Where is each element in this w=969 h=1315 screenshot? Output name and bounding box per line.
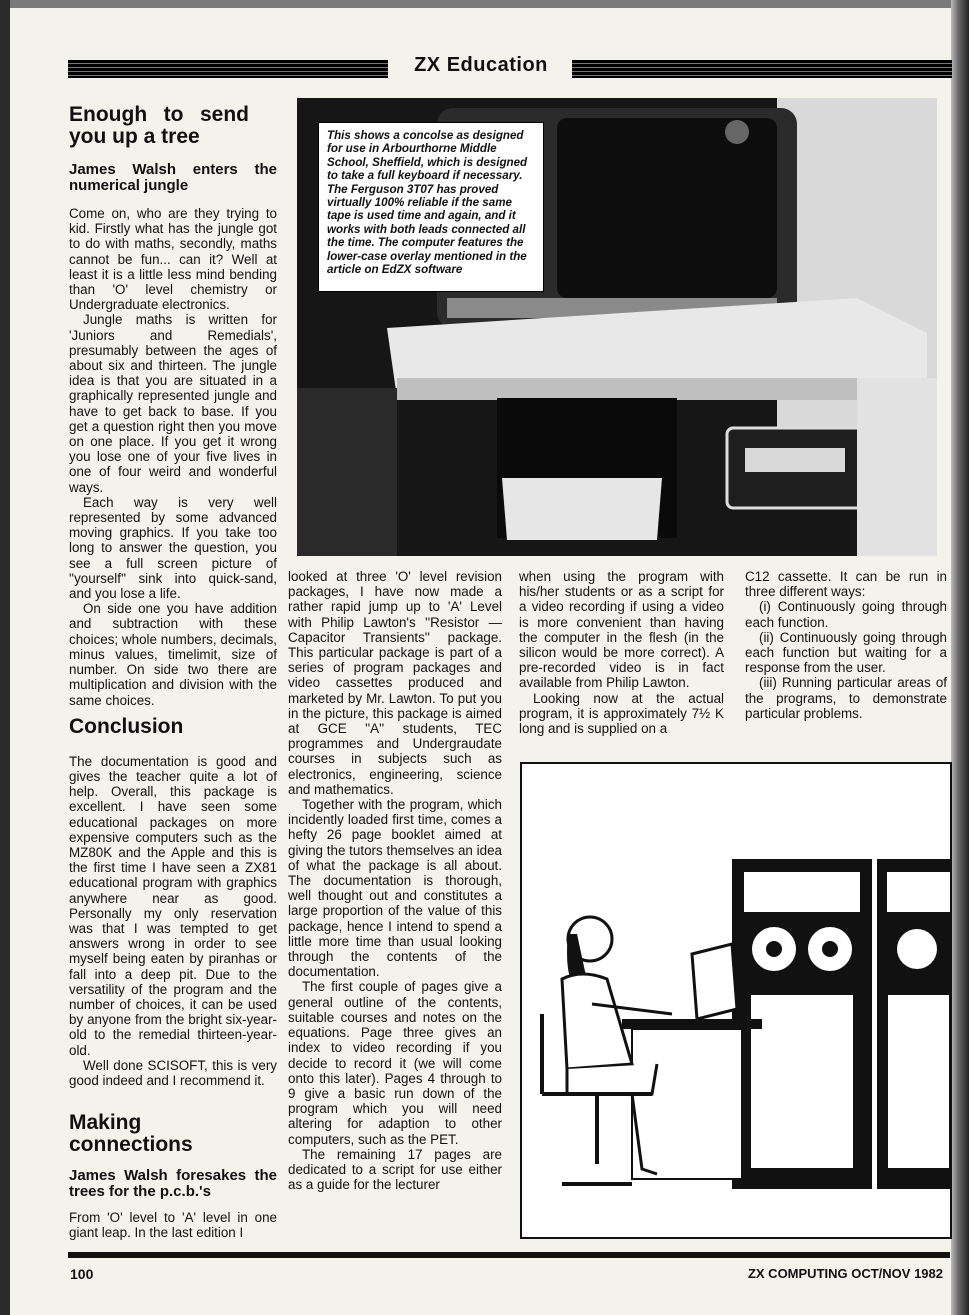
article1-subtitle: James Walsh enters the numerical jungle bbox=[69, 161, 277, 194]
article2-paragraph: (iii) Running particular areas of the programs, to demonstrate particular problems. bbox=[745, 675, 947, 721]
scan-edge-top bbox=[0, 0, 969, 8]
article2-paragraph: Together with the program, which incidently loaded first time, comes a hefty 26 page booklet aimed at giving the tutors themselves an idea of what the package is all about. The documentation is thorough, well thought out and constitutes a large proportion of the value of this package, hence I intend to spend a little more time than usual looking through the contents of the documentation. bbox=[288, 797, 502, 980]
article2-paragraph: The remaining 17 pages are dedicated to a script for use either as a guide for the lecturer bbox=[288, 1146, 502, 1193]
article1-paragraph: On side one you have addition and subtraction with these choices; whole numbers, decimals, minus values, timelimit, size of number. On side two there are multiplication and division with the same choices. bbox=[69, 601, 277, 708]
operator-drawing bbox=[522, 764, 950, 1237]
article2-column-2 bbox=[288, 569, 502, 1192]
conclusion-paragraph: Well done SCISOFT, this is very good indeed and I recommend it. bbox=[69, 1057, 277, 1088]
article2-paragraph: (i) Continuously going through each function. bbox=[745, 599, 947, 630]
article1-paragraph: Each way is very well represented by some advanced moving graphics. If you take too long to answer the question, you see a full screen picture of ''yourself'' sink into quick-sand, and you lose a life. bbox=[69, 494, 277, 602]
header-rule-left bbox=[68, 60, 388, 78]
article1-paragraph: Come on, who are they trying to kid. Firstly what has the jungle got to do with maths, secondly, maths cannot be fun... can it? Well at least it is a little less mind bending than 'O' level chemistry or Undergraduate electronics. bbox=[69, 206, 277, 313]
section-title: ZX Education bbox=[414, 54, 548, 76]
conclusion-paragraph: The documentation is good and gives the teacher quite a lot of help. Overall, this package is excellent. I have seen some educational packages on more expensive computers such as the MZ80K and the Apple and this is the first time I have seen a ZX81 educational program with graphics anywhere near as good. Personally my only reservation was that I was tempted to get answers wrong in order to see myself being eaten by piranhas or fall into a deep pit. Due to the versatility of the program and the number of choices, it can be used by anyone from the bright six-year-old to the remedial thirteen-year-old. bbox=[69, 753, 277, 1058]
article2-intro: From 'O' level to 'A' level in one giant leap. In the last edition I bbox=[69, 1210, 277, 1241]
article2-subtitle: James Walsh foresakes the trees for the p.c.b.'s bbox=[69, 1167, 277, 1201]
article2-paragraph: looked at three 'O' level revision packages, I have now made a rather rapid jump up to 'A' Level with Philip Lawton's ''Resistor — Capacitor Transients'' package. This particular package is part of a series of program packages and video cassettes produced and marketed by Mr. Lawton. To put you in the picture, this package is aimed at GCE ''A'' students, TEC programmes and Undergraudate courses in subjects such as electronics, engineering, science and mathematics. bbox=[288, 569, 502, 797]
computer-operator-illustration bbox=[520, 762, 952, 1239]
conclusion-heading: Conclusion bbox=[69, 714, 184, 738]
article2-paragraph: C12 cassette. It can be run in three different ways: bbox=[745, 569, 947, 600]
article2-paragraph: when using the program with his/her students or as a script for a video recording if using a video is more convenient than having the computer in the flesh (in the silicon would be more correct). A pre-recorded video is in fact available from Philip Lawton. bbox=[519, 569, 724, 691]
article2-title: Making connections bbox=[69, 1111, 193, 1157]
article1-title: Enough to send you up a tree bbox=[69, 103, 249, 148]
footer-rule bbox=[68, 1252, 950, 1258]
magazine-issue: ZX COMPUTING OCT/NOV 1982 bbox=[747, 1266, 943, 1281]
scan-edge-left bbox=[0, 0, 10, 1315]
header-rule-right bbox=[572, 60, 952, 78]
article1-column bbox=[69, 104, 277, 1241]
article2-paragraph: The first couple of pages give a general outline of the contents, suitable courses and notes on the equations. Page three gives an index to video recording if you decide to record it (we will come onto this later). Pages 4 through to 9 give a basic run down of the program which you will need altering for adaption to other computers, such as the PET. bbox=[288, 979, 502, 1147]
article2-paragraph: (ii) Continuously going through each function but waiting for a response from the user. bbox=[745, 629, 947, 676]
article1-paragraph: Jungle maths is written for 'Juniors and Remedials', presumably between the ages of about six and thirteen. The jungle idea is that you are situated in a graphically represented jungle and have to get back to base. If you get a question right then you move on one place. If you get it wrong you lose one of your five lives in one of four weird and wonderful ways. bbox=[69, 312, 277, 495]
photo-caption: This shows a concolse as designed for use in Arbourthorne Middle School, Sheffield, which is designed to take a full keyboard if necessary. The Ferguson 3T07 has proved virtually 100% reliable if the same tape is used time and again, and it works with both leads connected all the time. The computer features the lower-case overlay mentioned in the article on EdZX software bbox=[318, 122, 544, 292]
article2-column-3 bbox=[519, 569, 724, 736]
page-number: 100 bbox=[70, 1266, 94, 1282]
article2-column-4 bbox=[745, 569, 947, 721]
scan-edge-right bbox=[951, 0, 969, 1315]
article2-paragraph: Looking now at the actual program, it is approximately 7½ K long and is supplied on a bbox=[519, 690, 724, 737]
